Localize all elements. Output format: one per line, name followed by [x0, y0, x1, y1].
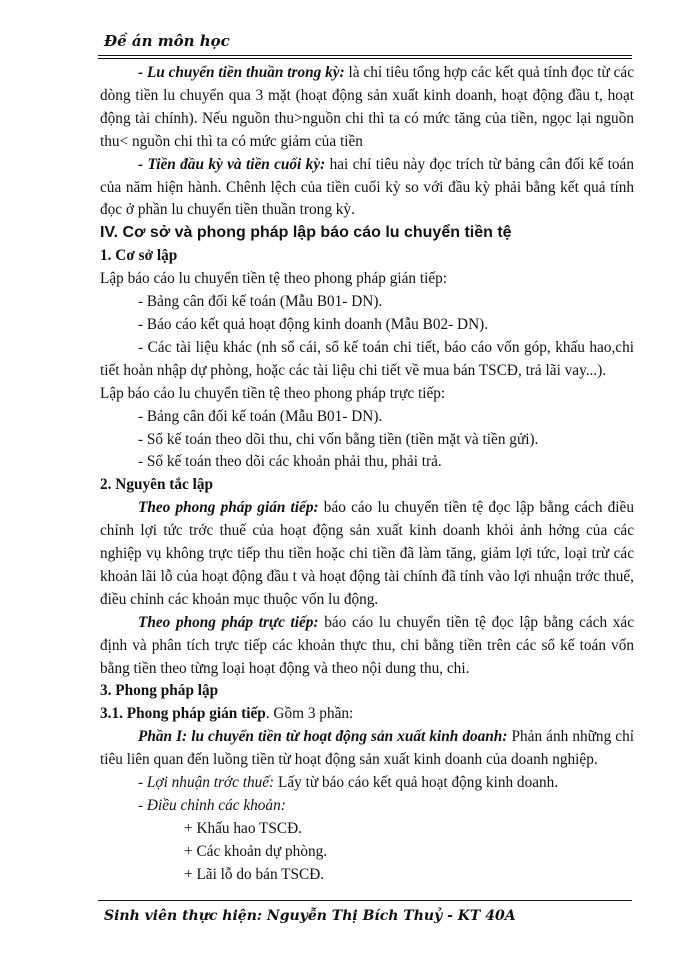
- term-label: - Lu chuyển tiền thuần trong kỳ:: [138, 64, 345, 81]
- subheading-indirect: 3.1. Phong pháp gián tiếp. Gồm 3 phần:: [100, 705, 354, 723]
- paragraph-adjustments: [100, 795, 634, 818]
- header-rule: [98, 55, 632, 59]
- paragraph-profit-before-tax: - Lợi nhuận trớc thuế: Lấy từ báo cáo kết quả hoạt động kinh doanh.: [138, 774, 559, 792]
- page-header: Đề án môn học: [104, 32, 230, 50]
- subheading-principles: 2. Nguyên tắc lập: [100, 476, 214, 494]
- list-intro-indirect: Lập báo cáo lu chuyển tiền tệ theo phong pháp gián tiếp:: [100, 270, 448, 288]
- paragraph-net-cash-flow: - Lu chuyển tiền thuần trong kỳ: là chỉ tiêu tổng hợp các kết quả tính đọc từ các dòng tiền lu chuyển qua 3 mặt (hoạt động sản xuất kinh doanh, hoạt động đầu t, hoạt động tài chính). Nếu nguồn thu>nguồn chi thì ta có mức tăng của tiền, ngọc lại nguồn thu< nguồn chi thì ta có mức giảm của tiền: [100, 64, 634, 150]
- term-label: Phần I: lu chuyển tiền từ hoạt động sản xuất kinh doanh:: [138, 728, 508, 746]
- section-heading-iv: IV. Cơ sở và phong pháp lập báo cáo lu chuyển tiền tệ: [100, 224, 512, 242]
- page-footer: Sinh viên thực hiện: Nguyễn Thị Bích Thuỷ - KT 40A: [104, 908, 516, 924]
- list-item: - Các tài liệu khác (nh sổ cái, sổ kế toán chi tiết, báo cáo vốn góp, khấu hao,chi tiết hoàn nhập dự phòng, hoặc các tài liệu chi tiết về mua bán TSCĐ, trả lãi vay...).: [100, 338, 634, 379]
- term-label: - Điều chỉnh các khoản:: [138, 797, 286, 814]
- list-item: - Sổ kế toán theo dõi các khoản phải thu, phải trả.: [138, 453, 442, 471]
- document-body: [100, 62, 634, 887]
- paragraph-opening-closing-cash: - Tiền đầu kỳ và tiền cuối kỳ: hai chỉ tiêu này đọc trích từ bảng cân đối kế toán của năm hiện hành. Chênh lệch của tiền cuối kỳ so với đầu kỳ phải bằng kết quả tính đọc ở phần lu chuyển tiền thuần trong kỳ.: [100, 155, 634, 219]
- paragraph-part-one: Phần I: lu chuyển tiền từ hoạt động sản xuất kinh doanh: Phản ánh những chỉ tiêu liên quan đến luồng tiền từ hoạt động sản xuất kinh doanh của doanh nghiệp.: [100, 728, 634, 769]
- list-item: + Lãi lỗ do bán TSCĐ.: [184, 865, 325, 883]
- subheading-method: 3. Phong pháp lập: [100, 682, 219, 700]
- list-item: - Báo cáo kết quả hoạt động kinh doanh (Mẫu B02- DN).: [138, 315, 489, 333]
- list-item: + Khấu hao TSCĐ.: [184, 819, 302, 837]
- subheading-basis: 1. Cơ sở lập: [100, 247, 178, 265]
- list-item: - Bảng cân đối kế toán (Mẫu B01- DN).: [138, 293, 383, 311]
- term-label: Theo phong pháp gián tiếp:: [138, 499, 319, 517]
- paragraph-indirect-method: Theo phong pháp gián tiếp: báo cáo lu chuyển tiền tệ đọc lập bằng cách điều chỉnh lợi tức trớc thuế của hoạt động sản xuất kinh doanh khỏi ảnh hởng của các nghiệp vụ không trực tiếp thu tiền hoặc chi tiền đã làm tăng, giảm lợi tức, loại trừ các khoản lãi lỗ của hoạt động đầu t và hoạt động tài chính đã tính vào lợi nhuận trớc thuế, điều chỉnh các khoản mục thuộc vốn lu động.: [100, 499, 634, 608]
- list-item: - Sổ kế toán theo dõi thu, chi vốn bằng tiền (tiền mặt và tiền gửi).: [138, 430, 539, 448]
- term-label: Theo phong pháp trực tiếp:: [138, 613, 319, 631]
- paragraph-direct-method: Theo phong pháp trực tiếp: báo cáo lu chuyển tiền tệ đọc lập bằng cách xác định và phân tích trực tiếp các khoản thực thu, chi bằng tiền trên các sổ kế toán vốn bằng tiền theo từng loại hoạt động và theo nội dung thu, chi.: [100, 613, 634, 677]
- list-item: - Bảng cân đối kế toán (Mẫu B01- DN).: [138, 407, 383, 425]
- footer-rule: [98, 900, 632, 901]
- list-item: + Các khoản dự phòng.: [184, 842, 328, 860]
- list-intro-direct: Lập báo cáo lu chuyển tiền tệ theo phong pháp trực tiếp:: [100, 384, 446, 402]
- term-label: - Tiền đầu kỳ và tiền cuối kỳ:: [138, 155, 326, 173]
- term-label: - Lợi nhuận trớc thuế:: [138, 774, 275, 792]
